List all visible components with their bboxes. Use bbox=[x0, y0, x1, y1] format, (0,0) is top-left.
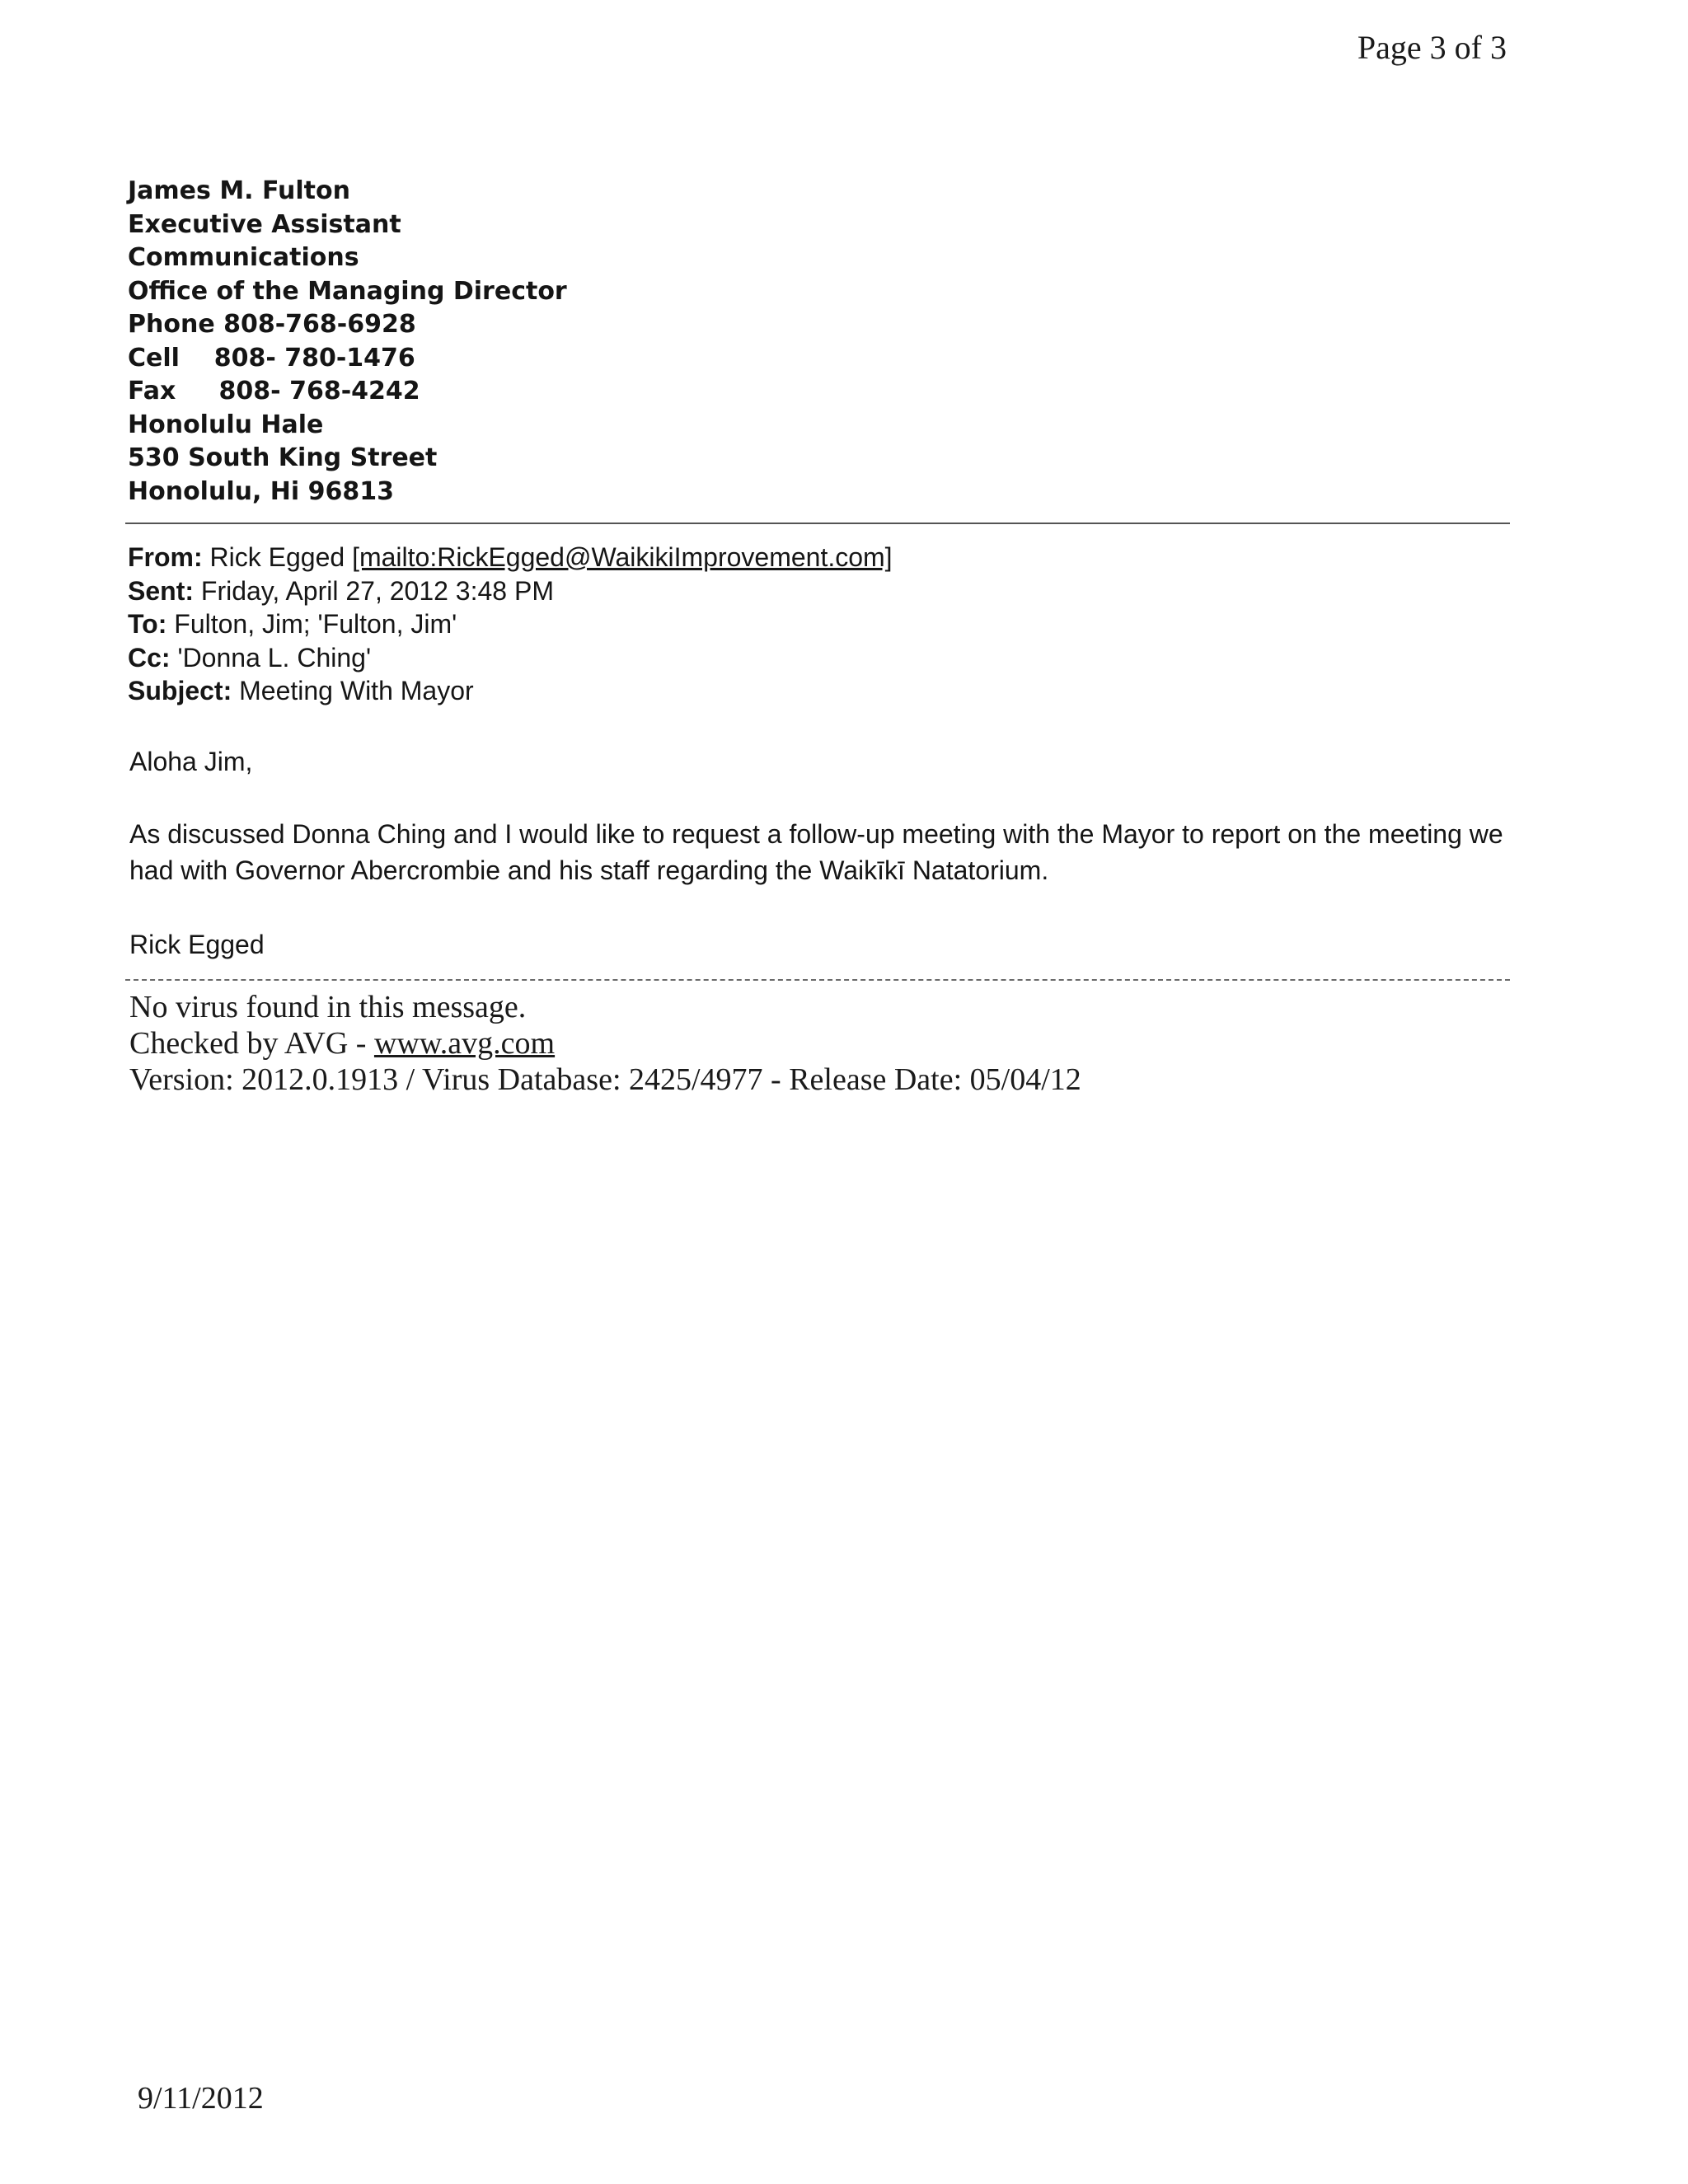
avg-divider bbox=[125, 979, 1510, 981]
avg-line-no-virus: No virus found in this message. bbox=[129, 990, 527, 1024]
email-paragraph: As discussed Donna Ching and I would like to request a follow-up meeting with the Mayor to report on the meeting we had with Governor Abercrombie and his staff regarding the Waikīkī Natatorium. bbox=[129, 819, 1503, 885]
header-from bbox=[128, 541, 893, 574]
email-headers bbox=[128, 541, 893, 708]
page-number: Page 3 of 3 bbox=[1357, 29, 1507, 66]
avg-checked-prefix: Checked by AVG - bbox=[129, 1026, 374, 1061]
sent-label: Sent: bbox=[128, 575, 194, 606]
signature-cell: Cell 808- 780-1476 bbox=[128, 343, 415, 373]
signature-fax: Fax 808- 768-4242 bbox=[128, 377, 420, 405]
email-greeting: Aloha Jim, bbox=[129, 747, 253, 776]
signature-office: Office of the Managing Director bbox=[128, 276, 567, 306]
header-sent bbox=[128, 574, 893, 608]
avg-line-checked bbox=[129, 1025, 1081, 1062]
subject-value: Meeting With Mayor bbox=[232, 676, 474, 705]
header-to bbox=[128, 607, 893, 641]
from-mailto-link[interactable]: [mailto:RickEgged@WaikikiImprovement.com] bbox=[352, 542, 893, 572]
header-subject bbox=[128, 674, 893, 708]
avg-line-version: Version: 2012.0.1913 / Virus Database: 2425/4977 - Release Date: 05/04/12 bbox=[129, 1062, 1081, 1097]
avg-website-link[interactable]: www.avg.com bbox=[373, 1026, 556, 1061]
signature-city: Honolulu, Hi 96813 bbox=[128, 476, 395, 506]
header-divider bbox=[125, 523, 1510, 524]
signature-phone: Phone 808-768-6928 bbox=[128, 310, 416, 339]
from-name: Rick Egged bbox=[202, 542, 353, 572]
signature-title: Executive Assistant bbox=[128, 209, 401, 239]
from-label: From: bbox=[128, 542, 203, 572]
signature-street: 530 South King Street bbox=[128, 443, 438, 472]
cc-label: Cc: bbox=[128, 642, 171, 673]
signature-building: Honolulu Hale bbox=[128, 410, 324, 439]
subject-label: Subject: bbox=[128, 676, 232, 705]
sent-value: Friday, April 27, 2012 3:48 PM bbox=[194, 575, 554, 606]
email-signature bbox=[128, 175, 567, 509]
to-value: Fulton, Jim; 'Fulton, Jim' bbox=[166, 609, 457, 639]
avg-notice bbox=[129, 989, 1081, 1098]
signature-name: James M. Fulton bbox=[128, 176, 350, 205]
signature-department: Communications bbox=[128, 243, 359, 272]
email-closing: Rick Egged bbox=[129, 930, 265, 959]
footer-date: 9/11/2012 bbox=[138, 2081, 264, 2116]
header-cc bbox=[128, 641, 893, 675]
cc-value: 'Donna L. Ching' bbox=[170, 642, 372, 673]
to-label: To: bbox=[128, 609, 167, 639]
